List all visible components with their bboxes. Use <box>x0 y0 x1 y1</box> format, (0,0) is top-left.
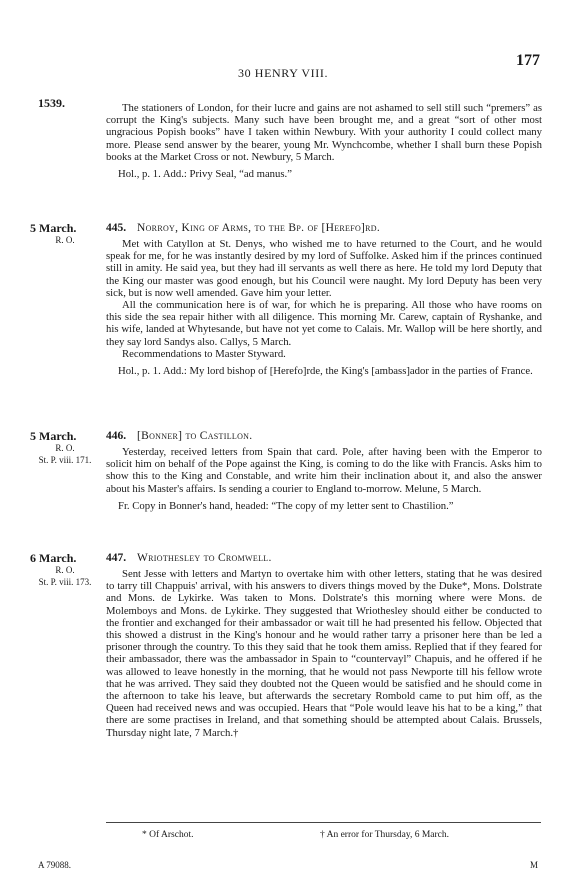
continuation-reference: Hol., p. 1. Add.: Privy Seal, “ad manus.” <box>118 168 292 181</box>
entry-447-number: 447. <box>106 552 127 564</box>
entry-447-source: R. O. <box>55 565 75 576</box>
entry-445-body <box>106 238 542 377</box>
entry-continuation <box>106 102 542 180</box>
entry-445-paragraph-3: Recommendations to Master Styward. <box>122 347 286 360</box>
entry-447-source-2: St. P. viii. 173. <box>38 577 92 588</box>
entry-446-date: 5 March. <box>30 429 77 443</box>
entry-446-margin <box>30 430 100 467</box>
entry-447-paragraph-1: Sent Jesse with letters and Martyn to overtake him with other letters, stating that he was desired to tarry till Chappuis' arrival, with his answers to divers things moved by the Duke*, Mons. Dolstrate and Mons. de Lykirke. Was taken to Mons. Dolstrate's this morning where were Mons. de Molemboys and Mons. de Lykirke. They suggested that Wriothesley should either be conducted to the frontier and exchanged for their ambassador or wait till he had presented his fellow. Objected that this showed a distrust in the King's honour and he would rather tarry a prisoner here than be led a prisoner through the country. To this they said that he took them amiss. Replied that if they feared for their ambassador, there was the ambassador in Spain to “countervayl” Chapuis, and he offered if he was allowed to leave honestly in the morning, that he would not pass Newporte till his fellow wrote that he was arrived. They said they doubted not the Queen would be satisfied and he should come in the afternoon to take his leave, but afterwards the secretary Rombold came to put him off, as the Queen had received news and was occupied. Hears that “Pole would leave his hat to be a king,” that there are some practises in Ireland, and that something should be attempted about Calais. Brussels, Thursday night late, 7 March.† <box>106 568 542 739</box>
entry-445-margin <box>30 222 100 246</box>
entry-447-body <box>106 568 542 739</box>
entry-446-reference: Fr. Copy in Bonner's hand, headed: “The copy of my letter sent to Chastilion.” <box>118 499 454 512</box>
entry-446-title: [Bonner] to Castillon. <box>137 430 253 442</box>
entry-447-heading <box>106 552 272 564</box>
running-title: 30 HENRY VIII. <box>238 66 329 80</box>
entry-447-margin <box>30 552 100 589</box>
signature-mark: M <box>530 860 539 870</box>
entry-446-source-2: St. P. viii. 171. <box>38 455 92 466</box>
entry-446-heading <box>106 430 252 442</box>
entry-445-date: 5 March. <box>30 221 77 235</box>
entry-447-date: 6 March. <box>30 551 77 565</box>
entry-445-paragraph-1: Met with Catyllon at St. Denys, who wished me to have returned to the Court, and he would speak for me, for he was instantly desired by my lord of Suffolke. Asked him if the princes continued still in amity. He said yea, but they had ill servants as well there as here. He told my lord Deputy that the King our master was good enough, but his Council were naught. My lord Deputy has been very sick, but is now well amended. Gave him your letter. <box>106 238 542 299</box>
entry-445-reference: Hol., p. 1. Add.: My lord bishop of [Herefo]rde, the King's [ambass]ador in the parties of France. <box>118 365 533 378</box>
entry-446-paragraph-1: Yesterday, received letters from Spain that card. Pole, after having been with the Emperor to solicit him on behalf of the Pope against the King, is coming to do the like with Francis. Asks him to show this to the King and Constable, and write him their inclination about it, and also the answer about his Master's affairs. Is sending a courier to England to-morrow. Melune, 5 March. <box>106 446 542 495</box>
entry-446-number: 446. <box>106 430 127 442</box>
footnote-1: * Of Arschot. <box>142 830 194 840</box>
footnote-rule <box>106 822 541 823</box>
year-marker: 1539. <box>38 96 65 110</box>
entry-446-source: R. O. <box>55 443 75 454</box>
entry-445-heading <box>106 222 380 234</box>
entry-447-title: Wriothesley to Cromwell. <box>137 552 272 564</box>
entry-445-source: R. O. <box>55 235 75 246</box>
footnote-2: † An error for Thursday, 6 March. <box>320 830 450 840</box>
printer-code: A 79088. <box>38 860 72 870</box>
entry-445-title: Norroy, King of Arms, to the Bp. of [Herefo]rd. <box>137 222 381 234</box>
entry-445-number: 445. <box>106 222 127 234</box>
entry-445-paragraph-2: All the communication here is of war, for which he is preparing. All those who have rooms on this side the sea repair hither with all diligence. This morning Mr. Carew, captain of Ryshanke, and his wife, landed at Whytesande, but have not yet come to Calais. Mr. Wallop will be here shortly, and they say lord Sandys also. Callys, 5 March. <box>106 299 542 348</box>
page-number: 177 <box>516 52 540 69</box>
continuation-paragraph: The stationers of London, for their lucre and gains are not ashamed to sell still such “premers” as corrupt the King's subjects. Many such have been brought me, and a great “sort of other most ungracious Popish books” have I taken within Newbury. With your authority I could collect many more. Please send answer by the bearer, young Mr. Wynchcombe, whether I shall burn these Popish books at the Market Cross or not. Newbury, 5 March. <box>106 102 542 163</box>
page-header <box>0 52 567 82</box>
entry-446-body <box>106 446 542 512</box>
